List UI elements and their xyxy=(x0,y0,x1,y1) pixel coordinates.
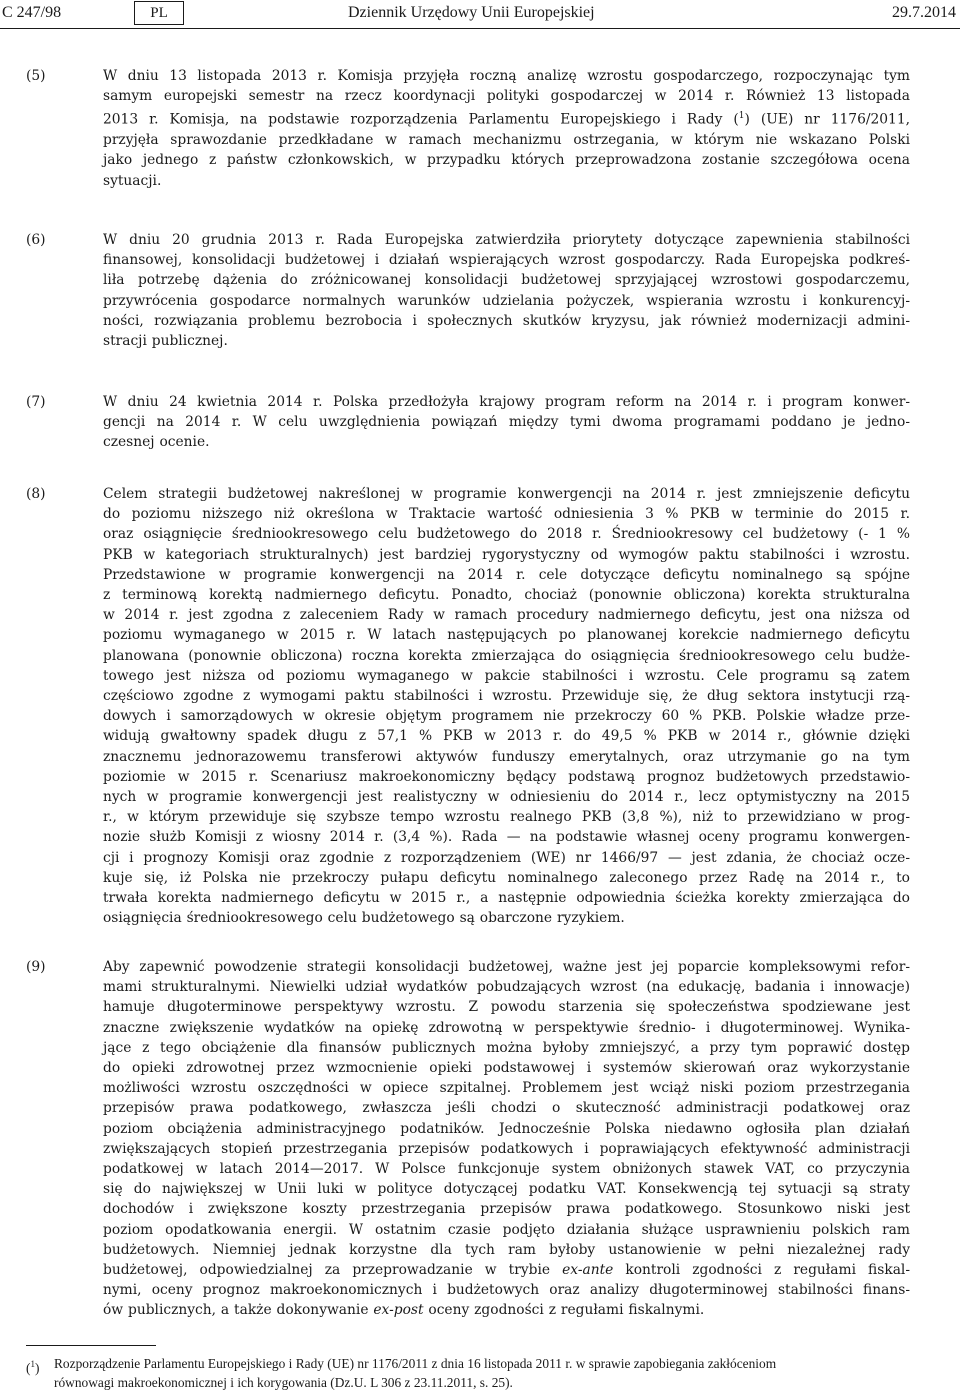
text-line: ności, rozwiązania problemu bezrobocia i społecznych skutków kryzysu, jak również modernizacji admini- xyxy=(103,312,910,329)
text-line: Aby zapewnić powodzenie strategii konsolidacji budżetowej, ważne jest jej poparcie kompleksowymi refor- xyxy=(103,959,910,975)
recital-number: (7) xyxy=(26,394,46,410)
text-line: stracji publicznej. xyxy=(103,333,228,350)
text-line: możliwości wzrostu oszczędności w opiece szpitalnej. Problemem jest wciąż niski poziom przestrzegania xyxy=(103,1080,910,1097)
text-line: w 2014 r. jest zgodna z zaleceniem Rady w ramach procedury nadmiernego deficytu, jest ona niższa od xyxy=(103,607,910,624)
text-line: się do największej w Unii luki w polityce dotyczącej podatku VAT. Konsekwencją tej sytuacji są straty xyxy=(103,1181,910,1198)
recital-text xyxy=(103,957,910,1321)
text-line: czesnej ocenie. xyxy=(103,434,210,451)
text-line: finansowej, konsolidacji budżetowej i działań wspierających wzrost gospodarczy. Rada Europejska podkreś- xyxy=(103,252,910,269)
text-line: Celem strategii budżetowej nakreślonej w programie konwergencji na 2014 r. jest zmniejszenie deficytu xyxy=(103,486,910,502)
text-line: do opieki zdrowotnej przez wzmocnienie opieki podstawowej i systemów skierowań oraz wykorzystanie xyxy=(103,1060,910,1077)
footnote-line: równowagi makroekonomicznej i ich korygowania (Dz.U. L 306 z 23.11.2011, s. 25). xyxy=(54,1374,513,1390)
text-line: dowych i samorządowych w okresie objętym programem nie przekroczy 60 % PKB. Polskie władze prze- xyxy=(103,708,910,725)
text-line: przyjęła sprawozdanie przedkładane w ramach mechanizmu ostrzegania, w którym nie wskazano Polski xyxy=(103,132,910,149)
text-line: osiągnięcia średniookresowego celu budżetowego są obarczone ryzykiem. xyxy=(103,910,625,927)
text-line: poziomie w 2015 r. Scenariusz makroekonomiczny będący podstawą prognoz budżetowych przedstawio- xyxy=(103,768,910,785)
page-header xyxy=(0,0,960,30)
text-line: towego jest niższa od poziomu wymaganego w pakcie stabilności i wzrostu. Cele programu są zatem xyxy=(103,667,910,684)
language-badge: PL xyxy=(134,1,184,25)
footnote-mark: ($^1$) xyxy=(26,1359,40,1376)
text-line: trwała korekta nadmiernego deficytu w 2015 r., a następnie odpowiednia ścieżka korekty zmierzająca do xyxy=(103,890,910,907)
recital-number: (6) xyxy=(26,232,46,248)
text-line: kuje się, iż Polska nie przekroczy pułapu deficytu nominalnego zaleconego przez Radę na 2014 r., to xyxy=(103,869,910,886)
text-line: W dniu 20 grudnia 2013 r. Rada Europejska zatwierdziła priorytety dotyczące zapewnienia stabilności xyxy=(103,232,910,248)
text-line: nozie służb Komisji z wiosny 2014 r. (3,4 %). Rada — na podstawie własnej oceny programu konwergen- xyxy=(103,829,910,846)
recital-text xyxy=(103,230,910,351)
text-line: do poziomu niższego niż określona w Traktacie wartość odniesienia 3 % PKB w terminie do 2015 r. xyxy=(103,506,910,523)
text-line: W dniu 24 kwietnia 2014 r. Polska przedłożyła krajowy program reform na 2014 r. i program konwer- xyxy=(103,394,910,410)
journal-title: Dziennik Urzędowy Unii Europejskiej xyxy=(348,4,595,21)
text-line: znaczne zwiększenie wydatków na opiekę zdrowotną w perspektywie średnio- i długoterminowej. Wynika- xyxy=(103,1019,910,1036)
text-line: jako jednego z państw członkowskich, w przypadku których przeprowadzona zostanie szczegółowa ocena xyxy=(103,152,910,169)
header-rule xyxy=(0,28,960,29)
footnote-text xyxy=(54,1355,914,1392)
recital-number: (5) xyxy=(26,68,46,84)
text-line: poziomu wymaganego w 2015 r. W latach następujących po planowanej korekcie nadmiernego deficytu xyxy=(103,627,910,644)
text-line: budżetowych. Niemniej jednak korzystne dla tych ram byłoby ustanowienie w pełni niezależnej rady xyxy=(103,1241,910,1258)
text-line: liła potrzebę dążenia do zróżnicowanej konsolidacji budżetowej sprzyjającej wzrostowi gospodarczemu, xyxy=(103,272,910,289)
text-line: z terminową korektą nadmiernego deficytu. Ponadto, chociaż (ponownie obliczona) korekta strukturalna xyxy=(103,587,910,604)
page-reference: C 247/98 xyxy=(2,4,62,21)
text-line: widują gwałtowny spadek długu z 57,1 % PKB w 2013 r. do 49,5 % PKB w 2014 r., głównie dzięki xyxy=(103,728,910,745)
footnote-rule xyxy=(26,1345,156,1346)
text-line: budżetowej, odpowiedzialnej za przeprowadzanie w trybie ex-ante kontroli zgodności z regułami fiskal- xyxy=(103,1262,911,1279)
text-line: cji i prognozy Komisji oraz zgodnie z rozporządzeniem (WE) nr 1466/97 — jest zdania, że chociaż ocze- xyxy=(103,849,910,866)
recital-number: (8) xyxy=(26,486,46,502)
text-line: zwiększających stopień przestrzegania przepisów podatkowych i poprawiających efektywność administracji xyxy=(103,1140,910,1157)
text-line: znacznemu jednorazowemu transferowi aktywów funduszy emerytalnych, oraz utrzymanie go na tym xyxy=(103,748,910,765)
text-line: gencji na 2014 r. W celu uwzględnienia powiązań między tymi dwoma programami poddano je jedno- xyxy=(103,414,910,431)
text-line: Przedstawione w programie konwergencji na 2014 r. cele dotyczące deficytu nominalnego są spójne xyxy=(103,566,910,583)
recital-number: (9) xyxy=(26,959,46,975)
text-line: oraz osiągnięcie średniookresowego celu budżetowego do 2018 r. Średniookresowy cel budżetowy (- 1 % xyxy=(103,526,910,543)
text-line: przywrócenia gospodarce normalnych warunków udzielania pożyczek, wspierania wzrostu i konkurencyj- xyxy=(103,292,910,309)
recital-text xyxy=(103,66,910,191)
text-line: poziom opodatkowania energii. W ostatnim czasie podjęto działania służące usprawnieniu polskich ram xyxy=(103,1221,910,1238)
text-line: mami strukturalnymi. Niewielki udział wydatków pobudzających wzrost (na edukację, badania i innowacje) xyxy=(103,979,910,996)
text-line: nych w programie konwergencji jest realistyczny w odniesieniu do 2014 r., lecz optymistyczny na 2015 xyxy=(103,789,910,806)
text-line: jące z tego obciążenie dla finansów publicznych można byłoby zmniejszyć, a przy tym poprawić dostęp xyxy=(103,1039,910,1056)
text-line: PKB w kategoriach strukturalnych) jest bardziej rygorystyczny od wymogów paktu stabilności i wzrostu. xyxy=(103,546,910,563)
recital-text xyxy=(103,392,910,453)
text-line: częściowo zgodne z wymogami paktu stabilności i wzrostu. Przewiduje się, że dług sektora instytucji rzą- xyxy=(103,688,910,705)
text-line: hamuje długoterminowe perspektywy wzrostu. Z powodu starzenia się społeczeństwa spodziewane jest xyxy=(103,999,910,1016)
text-line: samym europejski semestr na rzecz koordynacji polityki gospodarczej w 2014 r. Również 13 listopada xyxy=(103,88,910,105)
footnote-line: Rozporządzenie Parlamentu Europejskiego i Rady (UE) nr 1176/2011 z dnia 16 listopada 2011 r. w sprawie zapobiegania zakłóceniom xyxy=(54,1356,777,1371)
text-line: sytuacji. xyxy=(103,172,162,189)
text-line: dochodów i zwiększone koszty przestrzegania przepisów prawa podatkowego. Stosunkowo niski jest xyxy=(103,1201,910,1218)
publication-date: 29.7.2014 xyxy=(892,4,956,21)
text-line: planowana (ponownie obliczona) roczna korekta zmierzająca do osiągnięcia średniookresowego celu budże- xyxy=(103,647,910,664)
recital-text xyxy=(103,484,910,928)
text-line: W dniu 13 listopada 2013 r. Komisja przyjęła roczną analizę wzrostu gospodarczego, rozpoczynając tym xyxy=(103,68,910,84)
text-line: 2013 r. Komisja, na podstawie rozporządzenia Parlamentu Europejskiego i Rady ($^1$) (UE) nr 1176/2011, xyxy=(103,111,910,128)
text-line: podatkowej w latach 2014—2017. W Polsce funkcjonuje system obniżonych stawek VAT, co przyczynia xyxy=(103,1161,910,1178)
text-line: r., w którym przewiduje się szybsze tempo wzrostu realnego PKB (3,8 %), niż to przewidziano w prog- xyxy=(103,809,910,826)
text-line: ów publicznych, a także dokonywanie ex-post oceny zgodności z regułami fiskalnymi. xyxy=(103,1302,705,1319)
text-line: poziom obciążenia administracyjnego podatników. Jednocześnie Polska niedawno ogłosiła plan działań xyxy=(103,1120,910,1137)
text-line: nymi, oceny prognoz makroekonomicznych i budżetowych oraz analizy długoterminowej stabilności finans- xyxy=(103,1282,910,1299)
text-line: przepisów prawa podatkowego, zwłaszcza jeśli chodzi o skuteczność administracji podatkowej oraz xyxy=(103,1100,910,1117)
